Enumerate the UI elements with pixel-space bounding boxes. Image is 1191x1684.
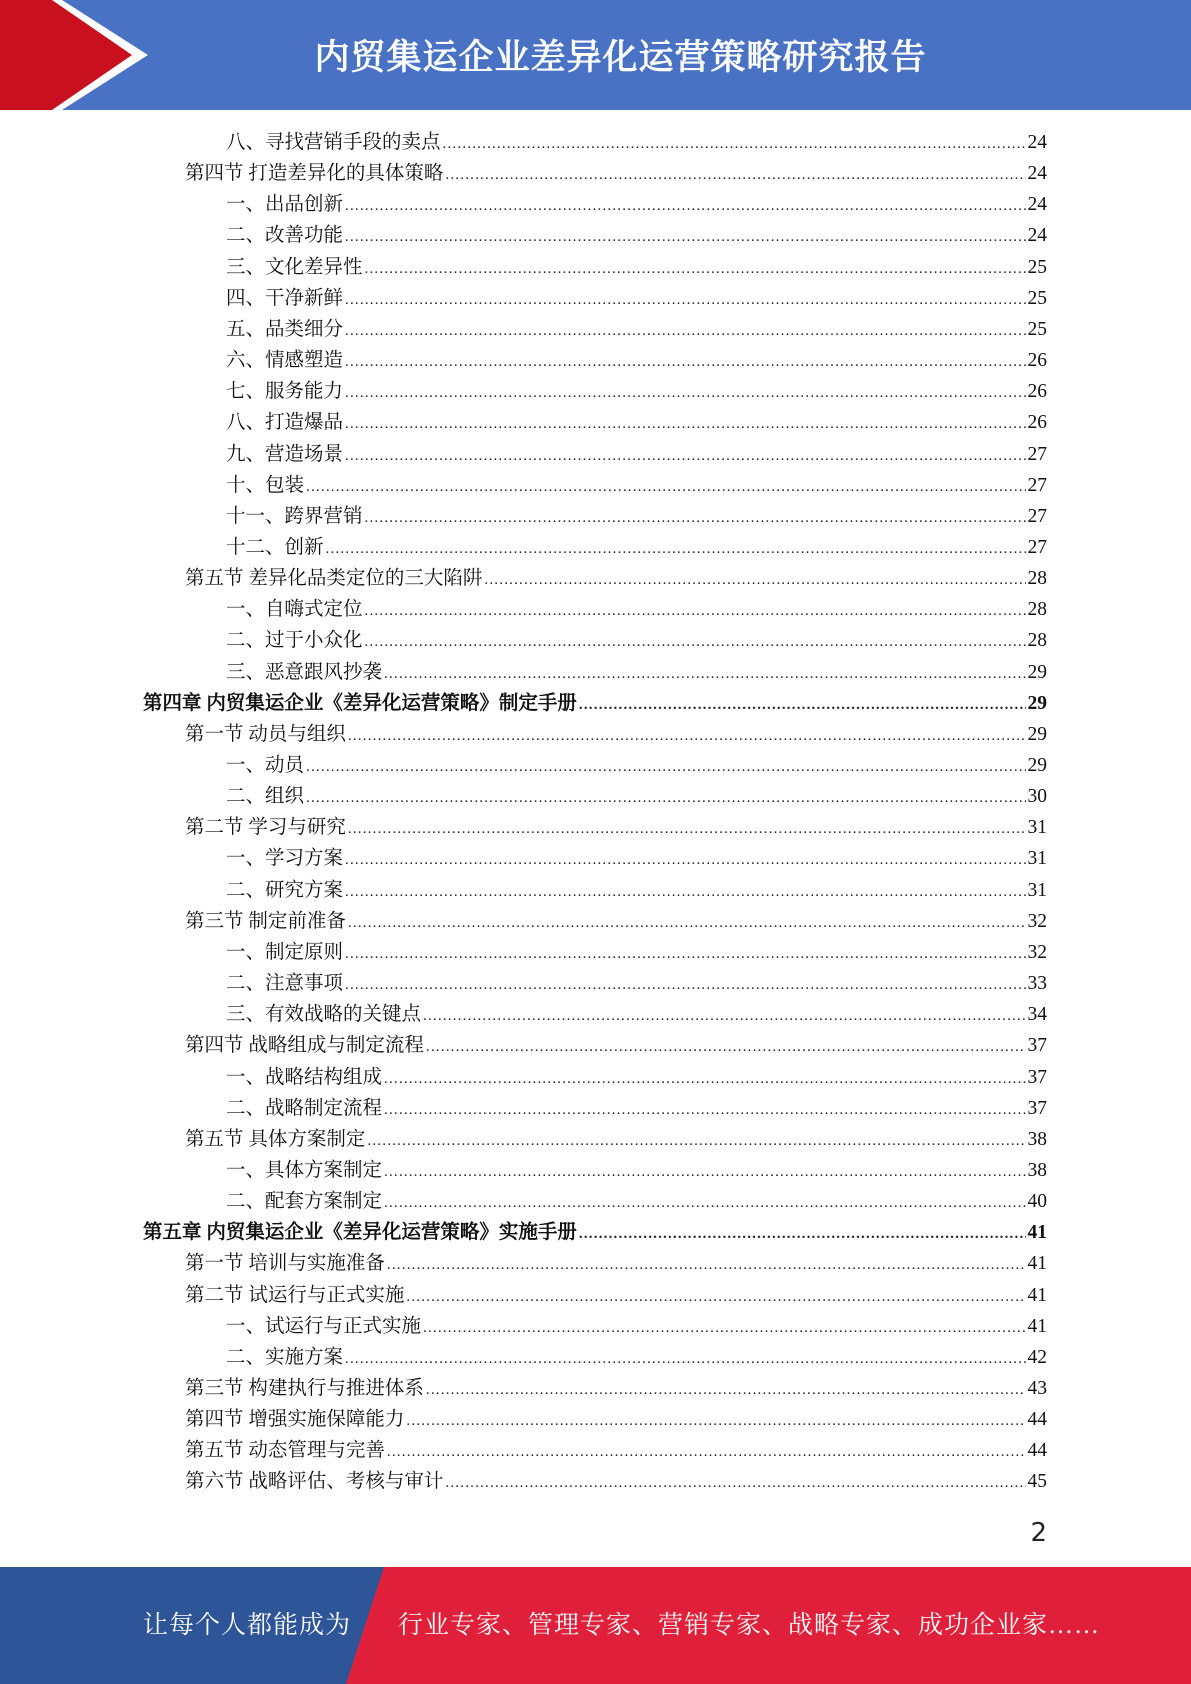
toc-section[interactable] — [0, 1373, 1191, 1404]
toc-label: 三、恶意跟风抄袭 — [226, 661, 383, 683]
toc-page-number: 40 — [1027, 1191, 1047, 1213]
toc-item[interactable] — [0, 407, 1191, 438]
toc-leader-dots — [345, 970, 1025, 1001]
toc-label: 一、制定原则 — [226, 941, 344, 963]
toc-leader-dots — [348, 721, 1026, 752]
toc-page-number: 41 — [1027, 1222, 1047, 1244]
toc-leader-dots — [306, 472, 1025, 503]
toc-label: 一、具体方案制定 — [226, 1159, 383, 1181]
toc-label: 第五节 动态管理与完善 — [185, 1440, 385, 1462]
toc-row — [226, 220, 1047, 251]
toc-page-number: 44 — [1027, 1409, 1047, 1431]
toc-label: 一、试运行与正式实施 — [226, 1315, 422, 1337]
toc-page-number: 26 — [1027, 381, 1047, 403]
toc-item[interactable] — [0, 1186, 1191, 1217]
toc-label: 七、服务能力 — [226, 381, 344, 403]
toc-row — [185, 1280, 1047, 1311]
toc-leader-dots — [579, 1219, 1026, 1250]
toc-row — [185, 1030, 1047, 1061]
page-footer — [0, 1567, 1191, 1684]
toc-label: 第二节 试运行与正式实施 — [185, 1284, 405, 1306]
toc-label: 二、注意事项 — [226, 973, 344, 995]
toc-page-number: 24 — [1027, 194, 1047, 216]
toc-page-number: 42 — [1027, 1346, 1047, 1368]
toc-leader-dots — [345, 409, 1025, 440]
toc-leader-dots — [345, 939, 1025, 970]
toc-row — [185, 1373, 1047, 1404]
toc-label: 第四章 内贸集运企业《差异化运营策略》制定手册 — [143, 692, 577, 714]
toc-row — [226, 189, 1047, 220]
toc-leader-dots — [484, 565, 1025, 596]
toc-leader-dots — [345, 845, 1025, 876]
toc-row — [226, 843, 1047, 874]
toc-page-number: 27 — [1027, 505, 1047, 527]
toc-leader-dots — [326, 534, 1026, 565]
toc-row — [143, 1217, 1047, 1248]
toc-item[interactable] — [0, 937, 1191, 968]
toc-item[interactable] — [0, 781, 1191, 812]
toc-page-number: 38 — [1027, 1128, 1047, 1150]
toc-leader-dots — [426, 1375, 1026, 1406]
toc-row — [226, 283, 1047, 314]
toc-label: 二、过于小众化 — [226, 630, 363, 652]
toc-leader-dots — [406, 1406, 1025, 1437]
toc-row — [226, 875, 1047, 906]
toc-item[interactable] — [0, 1311, 1191, 1342]
toc-row — [226, 470, 1047, 501]
toc-leader-dots — [423, 1313, 1025, 1344]
toc-page-number: 28 — [1027, 599, 1047, 621]
toc-leader-dots — [579, 690, 1026, 721]
toc-row — [226, 1186, 1047, 1217]
toc-label: 第五节 具体方案制定 — [185, 1128, 366, 1150]
toc-row — [185, 812, 1047, 843]
toc-item[interactable] — [0, 843, 1191, 874]
toc-row — [226, 439, 1047, 470]
toc-label: 三、文化差异性 — [226, 256, 363, 278]
toc-section[interactable] — [0, 1124, 1191, 1155]
toc-row — [185, 563, 1047, 594]
toc-leader-dots — [384, 1095, 1025, 1126]
toc-row — [185, 1435, 1047, 1466]
footer-slogan-left: 让每个人都能成为 — [143, 1612, 352, 1639]
toc-item[interactable] — [0, 345, 1191, 376]
toc-page-number: 45 — [1027, 1471, 1047, 1493]
toc-leader-dots — [445, 160, 1025, 191]
toc-leader-dots — [443, 129, 1026, 160]
toc-page-number: 27 — [1027, 443, 1047, 465]
toc-row — [226, 750, 1047, 781]
toc-row — [226, 781, 1047, 812]
toc-row — [226, 657, 1047, 688]
toc-label: 二、配套方案制定 — [226, 1191, 383, 1213]
toc-page-number: 32 — [1027, 910, 1047, 932]
toc-page-number: 31 — [1027, 817, 1047, 839]
footer-slogan-right: 行业专家、管理专家、营销专家、战略专家、成功企业家…… — [398, 1612, 1101, 1639]
toc-page-number: 31 — [1027, 879, 1047, 901]
toc-label: 八、打造爆品 — [226, 412, 344, 434]
toc-page-number: 41 — [1027, 1253, 1047, 1275]
toc-leader-dots — [345, 316, 1025, 347]
toc-page-number: 29 — [1027, 723, 1047, 745]
toc-label: 五、品类细分 — [226, 318, 344, 340]
toc-item[interactable] — [0, 625, 1191, 656]
toc-page-number: 33 — [1027, 973, 1047, 995]
toc-leader-dots — [345, 378, 1025, 409]
toc-leader-dots — [384, 1188, 1025, 1219]
toc-leader-dots — [345, 347, 1025, 378]
toc-page-number: 41 — [1027, 1284, 1047, 1306]
toc-page-number: 37 — [1027, 1066, 1047, 1088]
toc-row — [226, 594, 1047, 625]
toc-label: 一、动员 — [226, 755, 305, 776]
toc-leader-dots — [365, 627, 1026, 658]
toc-page-number: 25 — [1027, 256, 1047, 278]
toc-item[interactable] — [0, 189, 1191, 220]
toc-page-number: 24 — [1027, 225, 1047, 247]
toc-row — [226, 376, 1047, 407]
toc-chapter[interactable] — [0, 688, 1191, 719]
toc-page-number: 25 — [1027, 287, 1047, 309]
toc-page-number: 43 — [1027, 1378, 1047, 1399]
toc-item[interactable] — [0, 1062, 1191, 1093]
toc-label: 第四节 打造差异化的具体策略 — [185, 163, 444, 185]
toc-section[interactable] — [0, 906, 1191, 937]
toc-label: 十二、创新 — [226, 536, 324, 558]
toc-item[interactable] — [0, 875, 1191, 906]
toc-leader-dots — [365, 503, 1026, 534]
toc-section[interactable] — [0, 563, 1191, 594]
toc-label: 三、有效战略的关键点 — [226, 1004, 422, 1026]
toc-row — [226, 937, 1047, 968]
toc-leader-dots — [423, 1001, 1025, 1032]
toc-page-number: 26 — [1027, 412, 1047, 434]
toc-section[interactable] — [0, 158, 1191, 189]
toc-page-number: 29 — [1027, 661, 1047, 683]
toc-page-number: 31 — [1027, 848, 1047, 870]
toc-label: 二、组织 — [226, 786, 305, 808]
toc-row — [143, 688, 1047, 719]
toc-item[interactable] — [0, 314, 1191, 345]
toc-row — [226, 407, 1047, 438]
toc-item[interactable] — [0, 376, 1191, 407]
toc-page-number: 28 — [1027, 630, 1047, 652]
toc-label: 一、自嗨式定位 — [226, 599, 363, 621]
toc-label: 一、战略结构组成 — [226, 1066, 383, 1088]
toc-leader-dots — [345, 1344, 1025, 1375]
toc-page-number: 32 — [1027, 941, 1047, 963]
toc-leader-dots — [306, 752, 1025, 783]
toc-leader-dots — [445, 1468, 1025, 1499]
toc-chapter[interactable] — [0, 1217, 1191, 1248]
toc-page-number: 27 — [1027, 536, 1047, 558]
toc-row — [185, 719, 1047, 750]
toc-label: 九、营造场景 — [226, 443, 344, 465]
toc-page-number: 24 — [1027, 132, 1047, 153]
toc-row — [226, 252, 1047, 283]
toc-page-number: 37 — [1027, 1035, 1047, 1057]
toc-label: 第四节 战略组成与制定流程 — [185, 1035, 424, 1057]
toc-label: 第三节 构建执行与推进体系 — [185, 1378, 424, 1399]
toc-page-number: 44 — [1027, 1440, 1047, 1462]
toc-label: 第一节 动员与组织 — [185, 723, 346, 745]
toc-row — [185, 1124, 1047, 1155]
toc-item[interactable] — [0, 968, 1191, 999]
toc-leader-dots — [345, 441, 1025, 472]
toc-section[interactable] — [0, 1030, 1191, 1061]
toc-leader-dots — [384, 659, 1025, 690]
toc-item[interactable] — [0, 1093, 1191, 1124]
toc-leader-dots — [345, 877, 1025, 908]
toc-label: 二、战略制定流程 — [226, 1097, 383, 1119]
toc-item[interactable] — [0, 1155, 1191, 1186]
toc-leader-dots — [365, 596, 1026, 627]
toc-page-number: 24 — [1027, 163, 1047, 185]
toc-item[interactable] — [0, 501, 1191, 532]
toc-page-number: 37 — [1027, 1097, 1047, 1119]
toc-leader-dots — [387, 1437, 1026, 1468]
toc-label: 一、学习方案 — [226, 848, 344, 870]
toc-row — [226, 968, 1047, 999]
toc-leader-dots — [384, 1064, 1025, 1095]
chevron-arrow-icon — [0, 0, 160, 110]
toc-label: 十一、跨界营销 — [226, 505, 363, 527]
toc-label: 二、研究方案 — [226, 879, 344, 901]
toc-item[interactable] — [0, 1342, 1191, 1373]
toc-item[interactable] — [0, 220, 1191, 251]
page-number: 2 — [1030, 1518, 1047, 1548]
page-header — [0, 0, 1191, 110]
toc-leader-dots — [426, 1032, 1026, 1063]
toc-row — [226, 345, 1047, 376]
toc-row — [226, 1342, 1047, 1373]
toc-item[interactable] — [0, 750, 1191, 781]
toc-label: 二、实施方案 — [226, 1346, 344, 1368]
toc-row — [185, 1404, 1047, 1435]
toc-leader-dots — [345, 222, 1025, 253]
toc-section[interactable] — [0, 1248, 1191, 1279]
toc-item[interactable] — [0, 594, 1191, 625]
toc-page-number: 30 — [1027, 786, 1047, 808]
toc-section[interactable] — [0, 1404, 1191, 1435]
toc-section[interactable] — [0, 1435, 1191, 1466]
toc-page-number: 34 — [1027, 1004, 1047, 1026]
toc-leader-dots — [348, 908, 1026, 939]
toc-label: 第三节 制定前准备 — [185, 910, 346, 932]
toc-leader-dots — [345, 285, 1025, 316]
toc-row — [226, 501, 1047, 532]
toc-page-number: 29 — [1027, 692, 1047, 714]
toc-label: 二、改善功能 — [226, 225, 344, 247]
toc-label: 第五章 内贸集运企业《差异化运营策略》实施手册 — [143, 1222, 577, 1244]
toc-section[interactable] — [0, 719, 1191, 750]
toc-page-number: 26 — [1027, 350, 1047, 372]
toc-leader-dots — [365, 254, 1026, 285]
toc-row — [226, 625, 1047, 656]
toc-page-number: 25 — [1027, 318, 1047, 340]
toc-label: 六、情感塑造 — [226, 350, 344, 372]
toc-leader-dots — [387, 1250, 1026, 1281]
toc-label: 第六节 战略评估、考核与审计 — [185, 1471, 444, 1493]
toc-leader-dots — [384, 1157, 1025, 1188]
toc-leader-dots — [306, 783, 1025, 814]
toc-section[interactable] — [0, 812, 1191, 843]
toc-row — [226, 1311, 1047, 1342]
toc-leader-dots — [348, 814, 1026, 845]
toc-row — [185, 1466, 1047, 1497]
toc-label: 十、包装 — [226, 474, 305, 496]
toc-leader-dots — [345, 191, 1025, 222]
toc-row — [226, 314, 1047, 345]
toc-row — [185, 1248, 1047, 1279]
toc-section[interactable] — [0, 1466, 1191, 1497]
toc-page-number: 28 — [1027, 568, 1047, 590]
toc-item[interactable] — [0, 470, 1191, 501]
toc-row — [226, 127, 1047, 158]
toc-row — [226, 1155, 1047, 1186]
toc-row — [226, 999, 1047, 1030]
toc-label: 第一节 培训与实施准备 — [185, 1253, 385, 1275]
toc-label: 八、寻找营销手段的卖点 — [226, 132, 441, 153]
toc-label: 第二节 学习与研究 — [185, 817, 346, 839]
toc-item[interactable] — [0, 999, 1191, 1030]
toc-section[interactable] — [0, 1280, 1191, 1311]
toc-label: 四、干净新鲜 — [226, 287, 344, 309]
toc-page-number: 29 — [1027, 755, 1047, 776]
toc-row — [185, 906, 1047, 937]
toc-item[interactable] — [0, 532, 1191, 563]
toc-row — [226, 1062, 1047, 1093]
toc-row — [226, 532, 1047, 563]
toc-leader-dots — [406, 1282, 1025, 1313]
toc-row — [226, 1093, 1047, 1124]
toc-label: 一、出品创新 — [226, 194, 344, 216]
toc-row — [185, 158, 1047, 189]
toc-label: 第四节 增强实施保障能力 — [185, 1409, 405, 1431]
toc-page-number: 27 — [1027, 474, 1047, 496]
report-title: 内贸集运企业差异化运营策略研究报告 — [314, 38, 927, 78]
toc-page-number: 41 — [1027, 1315, 1047, 1337]
toc-label: 第五节 差异化品类定位的三大陷阱 — [185, 568, 483, 590]
toc-item[interactable] — [0, 283, 1191, 314]
toc-item[interactable] — [0, 252, 1191, 283]
toc-leader-dots — [367, 1126, 1025, 1157]
toc-item[interactable] — [0, 657, 1191, 688]
toc-item[interactable] — [0, 439, 1191, 470]
toc-page-number: 38 — [1027, 1159, 1047, 1181]
toc-item[interactable] — [0, 127, 1191, 158]
